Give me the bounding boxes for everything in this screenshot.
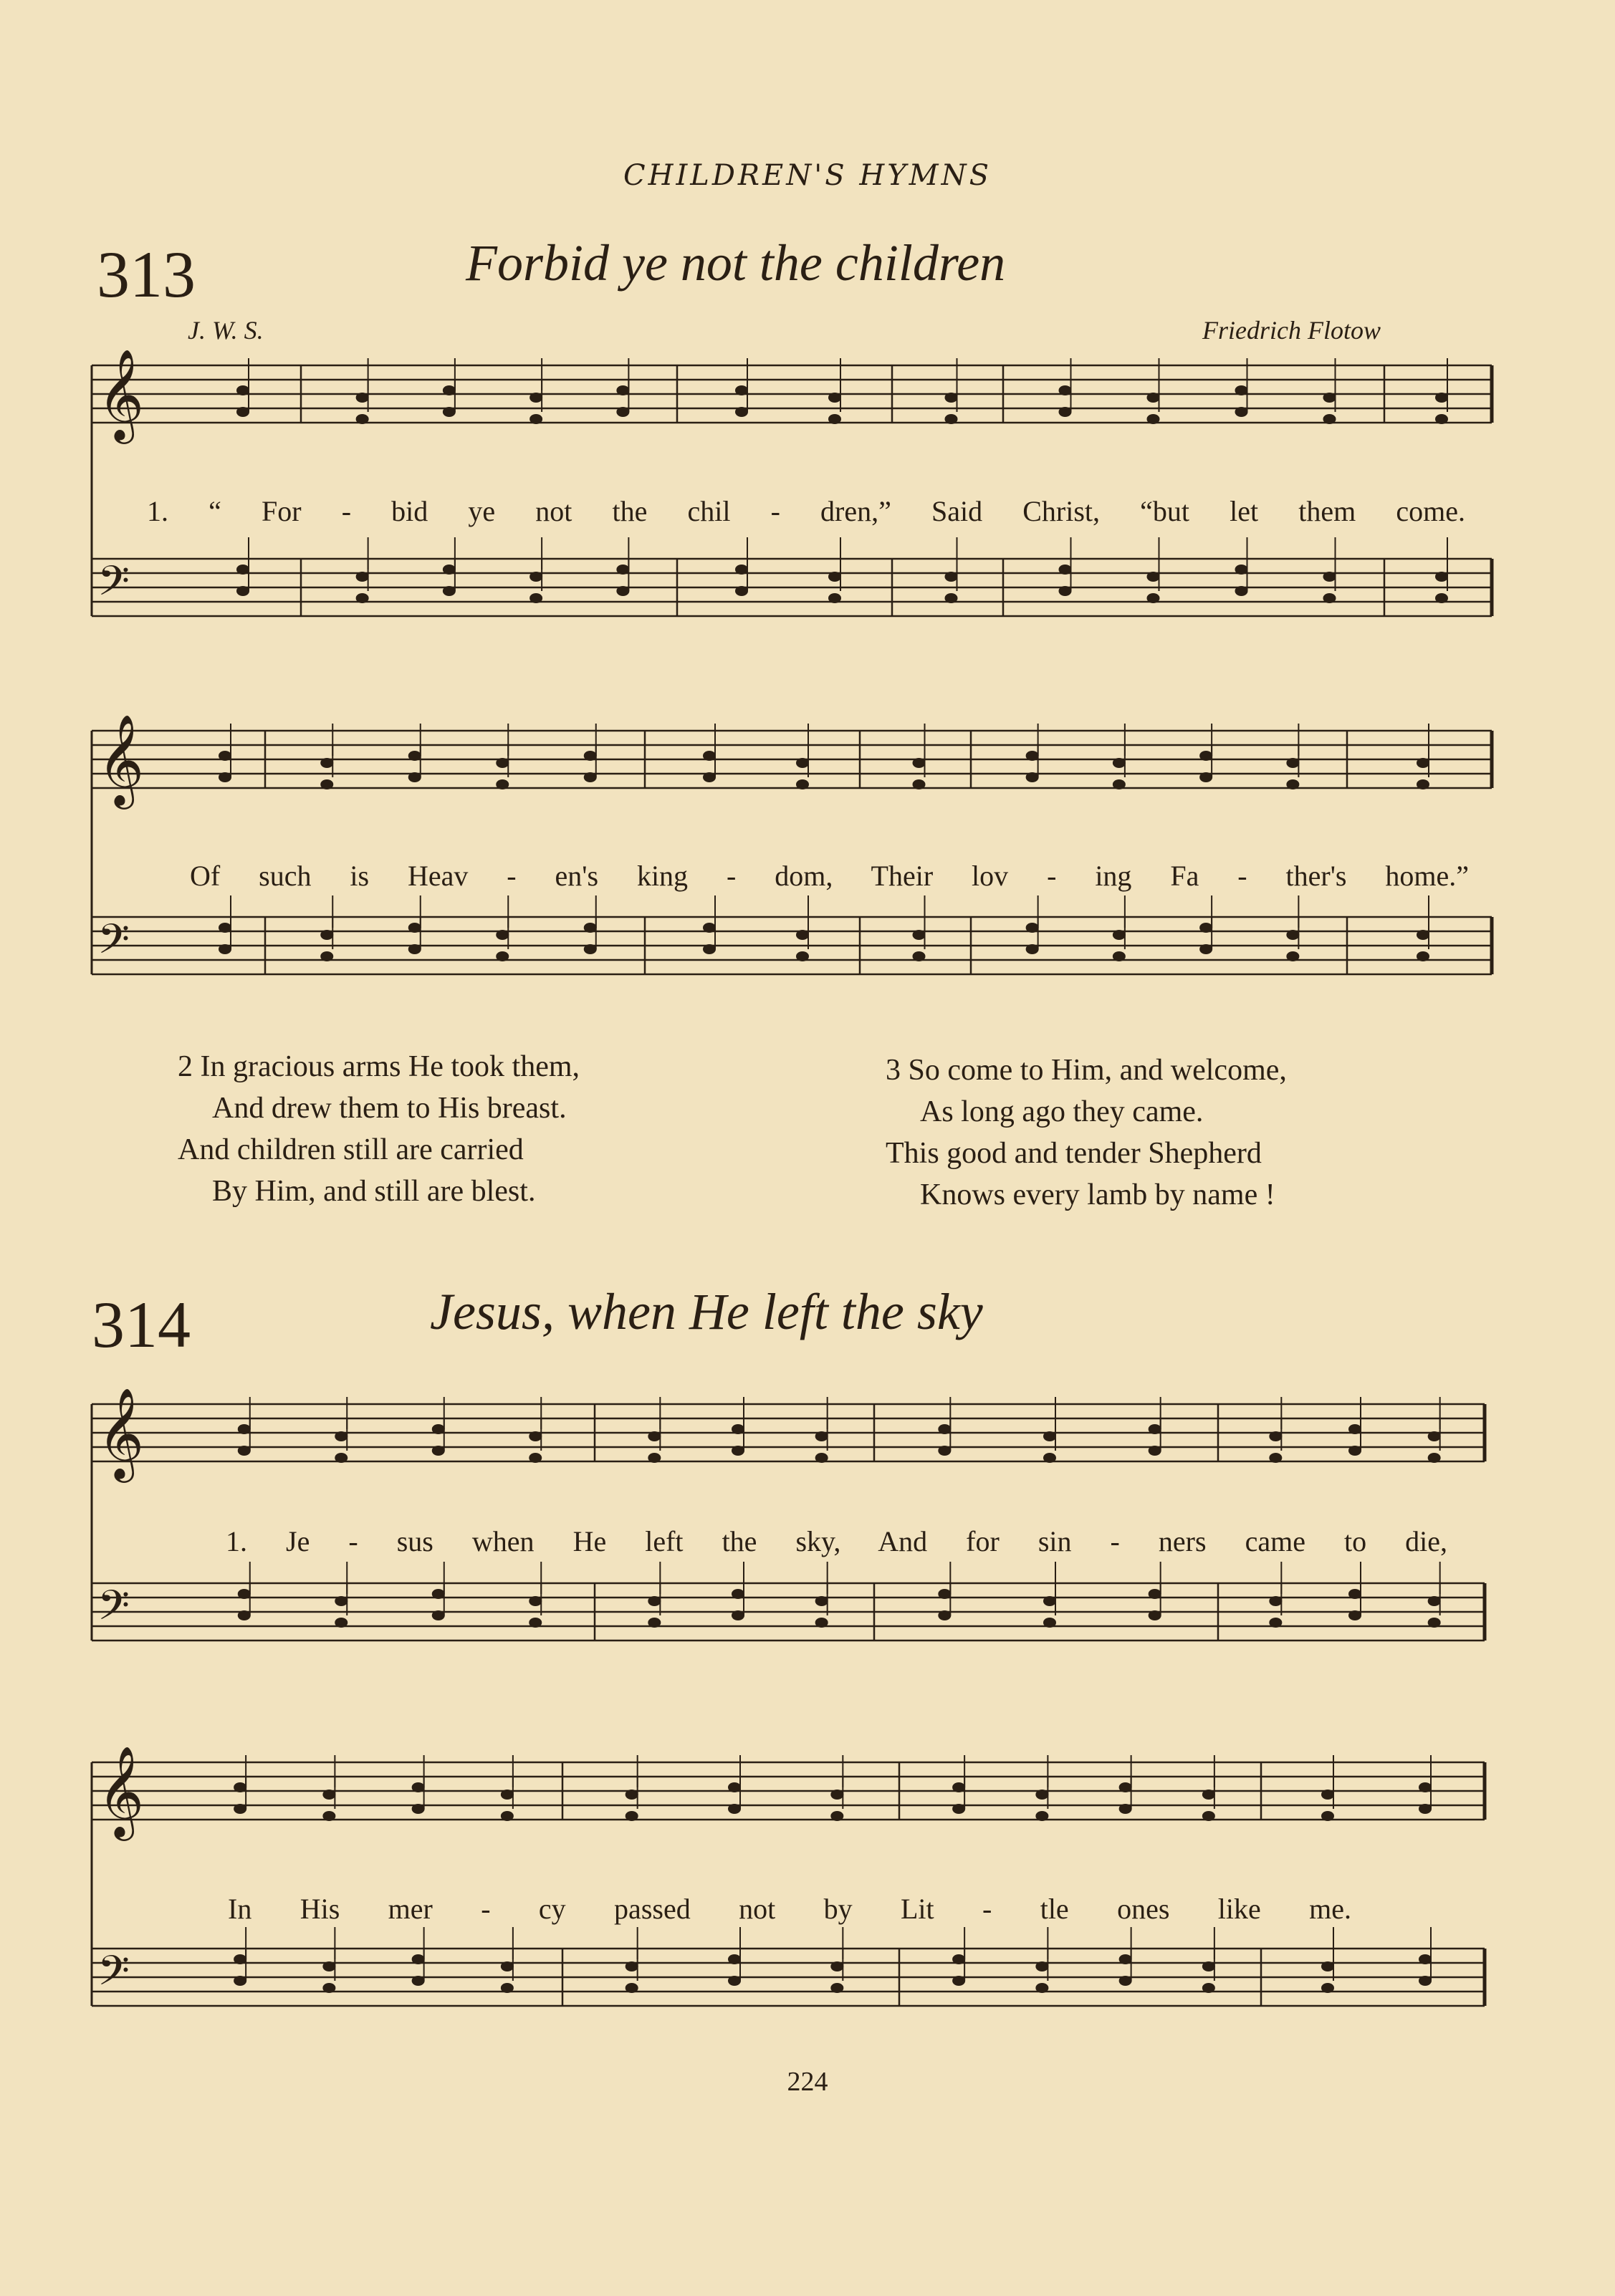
words-credit: J. W. S. [188,316,264,345]
music-credit: Friedrich Flotow [1202,316,1381,345]
note-head [830,1983,843,1993]
note-head [626,1811,638,1821]
verse-line: Knows every lamb by name ! [920,1178,1275,1211]
note-head [830,1961,843,1971]
note-head [1321,1811,1334,1821]
verse-line: 2 In gracious arms He took them, [178,1050,580,1083]
note-head [322,1811,335,1821]
note-head [412,1976,425,1986]
note-head [1419,1804,1432,1814]
note-head [322,1961,335,1971]
note-head [728,1976,741,1986]
note-head [830,1790,843,1800]
note-head [1419,1976,1432,1986]
verse-line: By Him, and still are blest. [212,1175,536,1208]
note-head [1419,1782,1432,1792]
note-head [728,1954,741,1964]
note-head [728,1782,741,1792]
note-head [501,1790,514,1800]
note-head [626,1790,638,1800]
note-head [952,1954,965,1964]
note-head [234,1954,246,1964]
note-head [1035,1983,1048,1993]
hymn-title: Forbid ye not the children [466,234,1006,292]
treble-clef-icon: 𝄞 [97,1745,145,1837]
note-head [501,1983,514,1993]
note-head [234,1976,246,1986]
lyric-line: In His mer - cy passed not by Lit - tle ones like me. [228,1893,1351,1925]
note-head [412,1954,425,1964]
verse-line: 3 So come to Him, and welcome, [886,1054,1287,1087]
note-head [952,1976,965,1986]
note-head [1035,1811,1048,1821]
note-head [952,1782,965,1792]
note-head [1035,1961,1048,1971]
note-head [1202,1961,1215,1971]
verse-line: As long ago they came. [920,1095,1204,1128]
note-head [1419,1954,1432,1964]
note-head [1119,1954,1132,1964]
bass-clef-icon: 𝄢 [97,557,130,615]
hymn-number: 313 [97,238,196,311]
lyric-line: Of such is Heav - en's king - dom, Their lov - ing Fa - ther's home.” [190,860,1469,892]
note-head [412,1804,425,1814]
verse-line: This good and tender Shepherd [886,1137,1262,1170]
note-head [234,1804,246,1814]
hymn-number: 314 [92,1288,191,1361]
note-head [412,1782,425,1792]
lyric-line: 1. “ For - bid ye not the chil - dren,” Said Christ, “but let them come. [147,495,1465,527]
bass-clef-icon: 𝄢 [97,915,130,974]
note-head [626,1961,638,1971]
verse-line: And children still are carried [178,1133,524,1166]
note-head [234,1782,246,1792]
note-head [1321,1983,1334,1993]
note-head [501,1811,514,1821]
note-head [1202,1983,1215,1993]
note-head [322,1790,335,1800]
running-head: CHILDREN'S HYMNS [623,159,992,192]
bass-clef-icon: 𝄢 [97,1946,130,2005]
verse-line: And drew them to His breast. [212,1092,567,1125]
note-head [952,1804,965,1814]
treble-clef-icon: 𝄞 [97,714,145,805]
note-head [501,1961,514,1971]
note-head [830,1811,843,1821]
note-head [1035,1790,1048,1800]
hymn-title: Jesus, when He left the sky [430,1283,983,1340]
lyric-line: 1. Je - sus when He left the sky, And for sin - ners came to die, [226,1525,1447,1557]
note-head [1119,1804,1132,1814]
page-number: 224 [787,2067,828,2097]
note-head [1202,1811,1215,1821]
note-head [1321,1961,1334,1971]
note-head [1321,1790,1334,1800]
note-head [1202,1790,1215,1800]
bass-clef-icon: 𝄢 [97,1581,130,1640]
note-head [728,1804,741,1814]
note-head [626,1983,638,1993]
note-head [1119,1976,1132,1986]
treble-clef-icon: 𝄞 [97,348,145,440]
note-head [322,1983,335,1993]
note-head [1119,1782,1132,1792]
treble-clef-icon: 𝄞 [97,1387,145,1479]
